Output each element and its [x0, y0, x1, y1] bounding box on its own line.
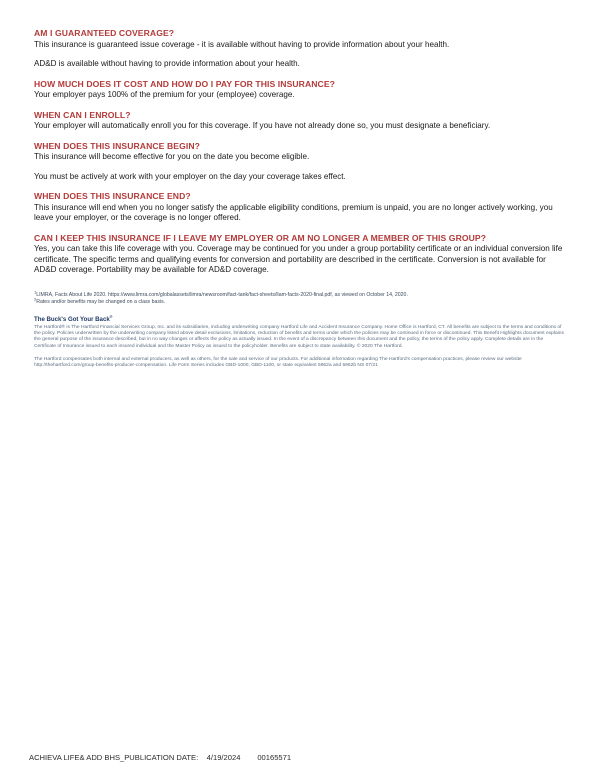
disclaimer-paragraph: The Hartford® is The Hartford Financial Services Group, Inc. and its subsidiaries, including underwriting company Hartford Life and Accident Insurance Company. Home Office is Hartford, CT. All benefits are subject to the terms and conditions of the policy. Policies underwritten by the underwriting company listed above detail exclusions, limitations, reduction of benefits and terms under which the policies may be continued in force or discontinued. This Benefit Highlights document explains the general purpose of the insurance described, but in no way changes or affects the policy as actually issued. In the event of a discrepancy between this document and the policy, the terms of the policy apply. Complete details are in the Certificate of Insurance issued to each insured individual and the Master Policy as issued to the policyholder. Benefits are subject to state availability. © 2020 The Hartford.	[34, 324, 564, 349]
footnote-text: Rates and/or benefits may be changed on a class basis.	[36, 299, 166, 306]
footnotes	[34, 289, 566, 306]
page-footer: ACHIEVA LIFE& ADD BHS_PUBLICATION DATE: 4/19/2024 00165571	[29, 753, 292, 762]
faq-section	[34, 79, 566, 101]
faq-answer: This insurance will become effective for you on the date you become eligible.	[34, 152, 310, 162]
faq-answer: AD&D is available without having to provide information about your health.	[34, 59, 300, 69]
faq-question: AM I GUARANTEED COVERAGE?	[34, 28, 175, 38]
faq-question: CAN I KEEP THIS INSURANCE IF I LEAVE MY EMPLOYER OR AM NO LONGER A MEMBER OF THIS GROUP?	[34, 232, 487, 243]
faq-answer: Yes, you can take this life coverage with you. Coverage may be continued for you under a group portability certificate or an individual conversion life certificate. The specific terms and qualifying events for conversion and portability are described in the certificate. Conversion is not available for AD&D coverage. Portability may be available for AD&D coverage.	[34, 244, 563, 275]
faq-answer: This insurance is guaranteed issue coverage - it is available without having to provide information about your health.	[34, 39, 450, 49]
faq-section	[34, 233, 566, 276]
footnote-marker: 1	[34, 289, 37, 295]
document-body	[34, 28, 566, 369]
faq-section	[34, 141, 566, 183]
faq-question: WHEN DOES THIS INSURANCE END?	[34, 191, 191, 202]
faq-section	[34, 191, 566, 223]
faq-section	[34, 28, 566, 70]
disclaimer-paragraph: The Hartford compensates both internal and external producers, as well as others, for the sale and service of our products. For additional information regarding The Hartford's compensation practices, please review our website http://thehartford.com/group-benefits-producer-compensation. Life Form Series includes GBD-1000, GBD-1100, or state equivalent 5962a and 5962b NS 07/21	[34, 356, 522, 369]
footnote-item	[34, 296, 566, 306]
tagline-heading	[34, 316, 566, 324]
faq-section	[34, 110, 566, 132]
disclaimer-block	[34, 316, 566, 370]
faq-question: WHEN DOES THIS INSURANCE BEGIN?	[34, 140, 200, 151]
registered-trademark-icon: ®	[109, 314, 113, 319]
faq-answer: Your employer will automatically enroll you for this coverage. If you have not already done so, you must designate a beneficiary.	[34, 121, 491, 131]
faq-question: HOW MUCH DOES IT COST AND HOW DO I PAY FOR THIS INSURANCE?	[34, 78, 336, 89]
footnote-marker: 2	[34, 296, 37, 302]
faq-answer: This insurance will end when you no longer satisfy the applicable eligibility conditions, premium is unpaid, you are no longer actively working, you leave your employer, or the coverage is no longer offered.	[34, 202, 553, 223]
faq-question: WHEN CAN I ENROLL?	[34, 109, 131, 120]
faq-answer: Your employer pays 100% of the premium for your (employee) coverage.	[34, 90, 295, 100]
faq-answer: You must be actively at work with your employer on the day your coverage takes effect.	[34, 172, 346, 182]
footnote-text: LIMRA, Facts About Life 2020. https://www.limra.com/globalassets/limra/newsroom/fact-tank/fact-sheets/liam-facts-2020-final.pdf, as viewed on October 14, 2020.	[36, 292, 408, 299]
tagline-text: The Buck's Got Your Back	[34, 315, 110, 323]
